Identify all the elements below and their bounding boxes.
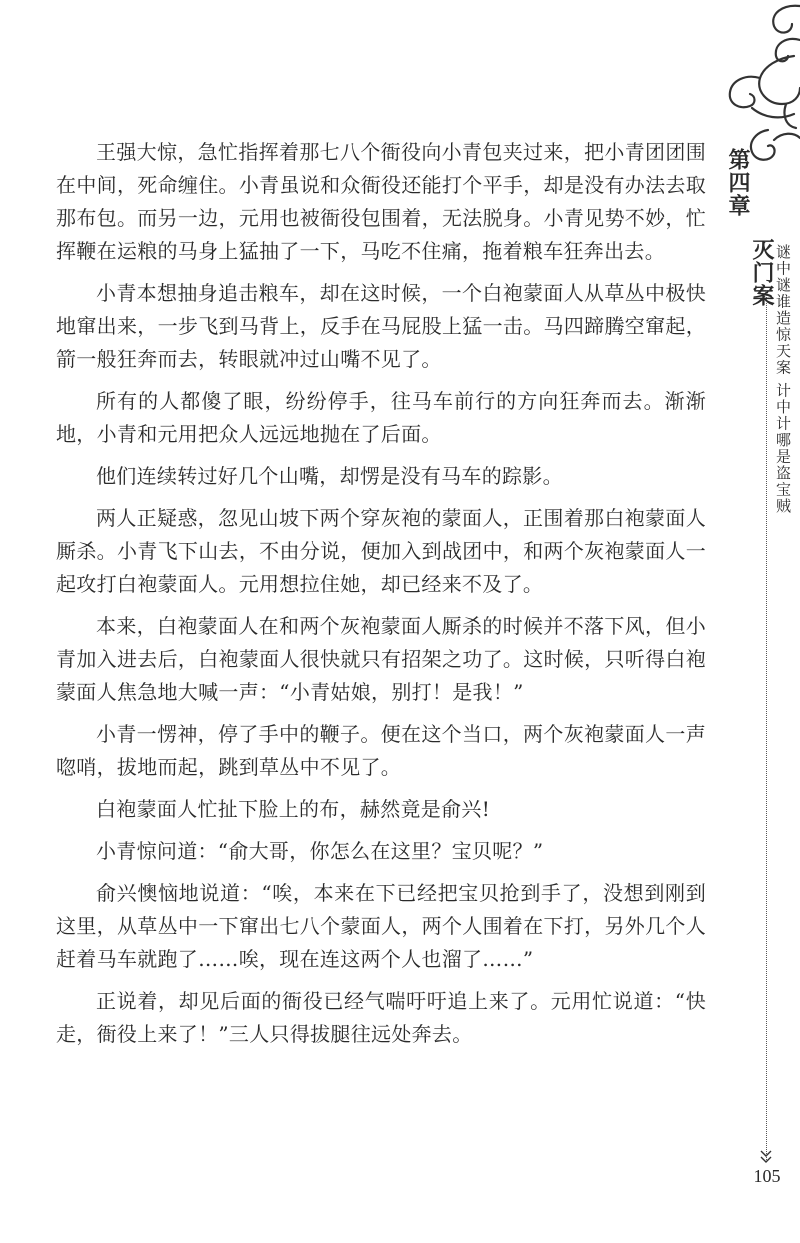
- body-text: [56, 136, 706, 1060]
- chapter-label: 第四章: [725, 148, 751, 217]
- chapter-title: 灭门案: [749, 238, 775, 307]
- chapter-subtitle: 谜中谜谁造惊天案 计中计哪是盗宝贼: [774, 244, 792, 515]
- paragraph: 小青本想抽身追击粮车，却在这时候，一个白袍蒙面人从草丛中极快地窜出来，一步飞到马背上，反手在马屁股上猛一击。马四蹄腾空窜起，箭一般狂奔而去，转眼就冲过山嘴不见了。: [56, 281, 706, 371]
- double-chevron-down-icon: [757, 1148, 775, 1166]
- paragraph: 小青一愣神，停了手中的鞭子。便在这个当口，两个灰袍蒙面人一声唿哨，拔地而起，跳到草丛中不见了。: [56, 722, 706, 779]
- paragraph: 本来，白袍蒙面人在和两个灰袍蒙面人厮杀的时候并不落下风，但小青加入进去后，白袍蒙面人很快就只有招架之功了。这时候，只听得白袍蒙面人焦急地大喊一声：“小青姑娘，别打！是我！”: [56, 614, 706, 704]
- paragraph: 俞兴懊恼地说道：“唉，本来在下已经把宝贝抢到手了，没想到刚到这里，从草丛中一下窜出七八个蒙面人，两个人围着在下打，另外几个人赶着马车就跑了……唉，现在连这两个人也溜了……”: [56, 881, 706, 971]
- paragraph: 白袍蒙面人忙扯下脸上的布，赫然竟是俞兴!: [96, 797, 491, 821]
- page-number: 105: [753, 1166, 781, 1186]
- paragraph: 正说着，却见后面的衙役已经气喘吁吁追上来了。元用忙说道：“快走，衙役上来了！”三人只得拔腿往远处奔去。: [56, 989, 706, 1046]
- paragraph: 所有的人都傻了眼，纷纷停手，往马车前行的方向狂奔而去。渐渐地，小青和元用把众人远远地抛在了后面。: [56, 389, 706, 446]
- paragraph: 他们连续转过好几个山嘴，却愣是没有马车的踪影。: [96, 464, 563, 488]
- paragraph: 小青惊问道：“俞大哥，你怎么在这里？宝贝呢？”: [96, 839, 544, 863]
- margin-dotted-rule: [766, 290, 767, 1160]
- paragraph: 两人正疑惑，忽见山坡下两个穿灰袍的蒙面人，正围着那白袍蒙面人厮杀。小青飞下山去，不由分说，便加入到战团中，和两个灰袍蒙面人一起攻打白袍蒙面人。元用想拉住她，却已经来不及了。: [56, 506, 706, 596]
- paragraph: 王强大惊，急忙指挥着那七八个衙役向小青包夹过来，把小青团团围在中间，死命缠住。小青虽说和众衙役还能打个平手，却是没有办法去取那布包。而另一边，元用也被衙役包围着，无法脱身。小青见势不妙，忙挥鞭在运粮的马身上猛抽了一下，马吃不住痛，拖着粮车狂奔出去。: [56, 140, 706, 263]
